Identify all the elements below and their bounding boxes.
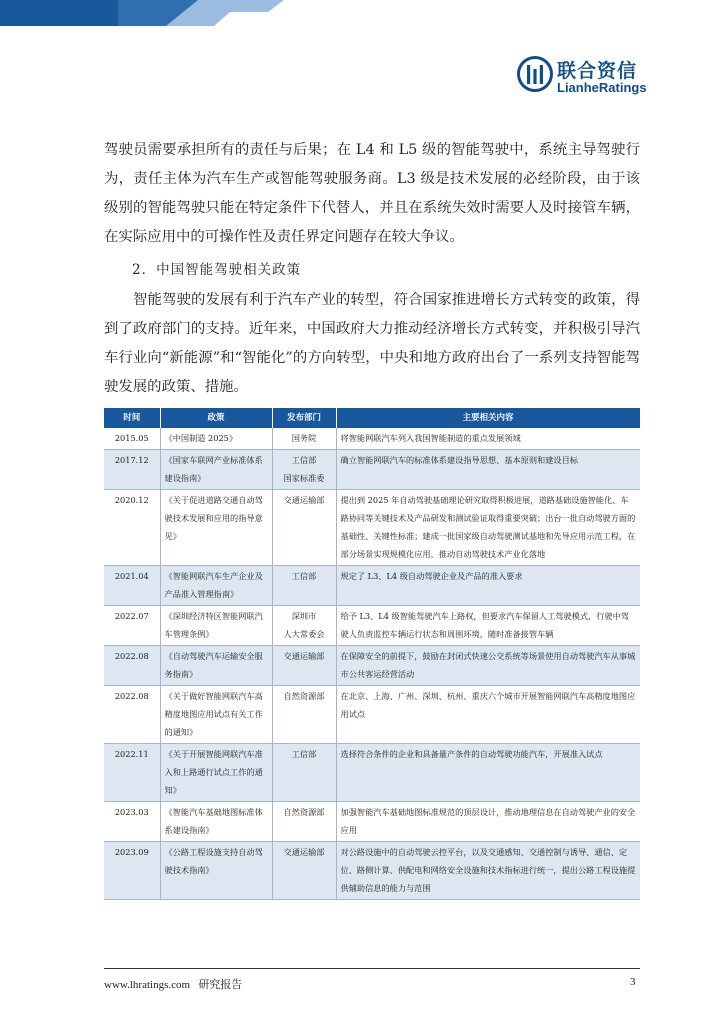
cell-policy: 《自动驾驶汽车运输安全服务指南》	[160, 646, 272, 686]
logo-chinese-name: 联合资信	[557, 60, 638, 82]
cell-policy: 《关于做好智能网联汽车高精度地图应用试点有关工作的通知》	[160, 686, 272, 744]
cell-content: 给予 L3、L4 级智能驾驶汽车上路权，但要求汽车保留人工驾驶模式，行驶中驾驶人负责监控车辆运行状态和周围环境，随时准备接管车辆	[336, 606, 640, 646]
footer-url[interactable]: www.lhratings.com	[104, 979, 191, 991]
company-logo	[517, 56, 657, 96]
header-department: 发布部门	[272, 408, 336, 428]
cell-dept: 交通运输部	[272, 490, 336, 566]
table-row	[104, 646, 640, 686]
cell-policy: 《关于开展智能网联汽车准入和上路通行试点工作的通知》	[160, 744, 272, 802]
cell-policy: 《关于促进道路交通自动驾驶技术发展和应用的指导意见》	[160, 490, 272, 566]
cell-policy: 《国家车联网产业标准体系建设指南》	[160, 450, 272, 490]
cell-policy: 《智能汽车基础地图标准体系建设指南》	[160, 802, 272, 842]
cell-content: 规定了 L3、L4 级自动驾驶企业及产品的准入要求	[336, 566, 640, 606]
cell-dept: 深圳市 人大常委会	[272, 606, 336, 646]
header-decoration	[0, 0, 300, 26]
footer-source	[104, 976, 242, 992]
cell-policy: 《智能网联汽车生产企业及产品准入管理指南》	[160, 566, 272, 606]
body-paragraph-2: 智能驾驶的发展有利于汽车产业的转型，符合国家推进增长方式转变的政策，得到了政府部门的支持。近年来，中国政府大力推动经济增长方式转变，并积极引导汽车行业向“新能源”和“智能化”的方向转型，中央和地方政府出台了一系列支持智能驾驶发展的政策、措施。	[104, 292, 640, 395]
table-row	[104, 606, 640, 646]
cell-content: 选择符合条件的企业和具备量产条件的自动驾驶功能汽车，开展准入试点	[336, 744, 640, 802]
table-row	[104, 802, 640, 842]
cell-content: 提出到 2025 年自动驾驶基础理论研究取得积极进展，道路基础设施智能化、车路协同等关键技术及产品研发和测试验证取得重要突破；出台一批自动驾驶方面的基础性、关键性标准；建成一批国家级自动驾驶测试基地和先导应用示范工程，在部分场景实现规模化应用，推动自动驾驶技术产业化落地	[336, 490, 640, 566]
cell-content: 在保障安全的前提下，鼓励在封闭式快速公交系统等场景使用自动驾驶汽车从事城市公共客运经营活动	[336, 646, 640, 686]
table-row	[104, 490, 640, 566]
cell-content: 对公路设施中的自动驾驶云控平台，以及交通感知、交通控制与诱导、通信、定位、路侧计算、供配电和网络安全设施和技术指标进行统一，提出公路工程设施提供辅助信息的能力与范围	[336, 842, 640, 900]
table-row	[104, 450, 640, 490]
cell-content: 加强智能汽车基础地图标准规范的顶层设计，推动地理信息在自动驾驶产业的安全应用	[336, 802, 640, 842]
cell-dept: 工信部	[272, 744, 336, 802]
logo-english-name: LianheRatings	[557, 80, 647, 95]
body-paragraph-1: 驾驶员需要承担所有的责任与后果；在 L4 和 L5 级的智能驾驶中，系统主导驾驶行为，责任主体为汽车生产或智能驾驶服务商。L3 级是技术发展的必经阶段，由于该级别的智能驾驶只能在特定条件下代替人，并且在系统失效时需要人及时接管车辆，在实际应用中的可操作性及责任界定问题存在较大争议。	[104, 142, 640, 245]
table-header-row	[104, 408, 640, 428]
cell-date: 2020.12	[104, 490, 160, 566]
cell-content: 确立智能网联汽车的标准体系建设指导思想、基本原则和建设目标	[336, 450, 640, 490]
cell-policy: 《深圳经济特区智能网联汽车管理条例》	[160, 606, 272, 646]
cell-dept: 工信部	[272, 566, 336, 606]
table-row	[104, 744, 640, 802]
table-row	[104, 428, 640, 450]
header-content: 主要相关内容	[336, 408, 640, 428]
cell-content: 将智能网联汽车列入我国智能制造的重点发展领域	[336, 428, 640, 450]
cell-date: 2022.11	[104, 744, 160, 802]
cell-date: 2022.08	[104, 686, 160, 744]
cell-date: 2017.12	[104, 450, 160, 490]
cell-dept: 自然资源部	[272, 802, 336, 842]
cell-date: 2015.05	[104, 428, 160, 450]
footer-divider	[104, 968, 640, 969]
cell-dept: 国务院	[272, 428, 336, 450]
cell-date: 2023.03	[104, 802, 160, 842]
cell-date: 2021.04	[104, 566, 160, 606]
table-row	[104, 842, 640, 900]
cell-dept: 交通运输部	[272, 646, 336, 686]
cell-policy: 《中国制造 2025》	[160, 428, 272, 450]
cell-content: 在北京、上海、广州、深圳、杭州、重庆六个城市开展智能网联汽车高精度地图应用试点	[336, 686, 640, 744]
cell-date: 2022.08	[104, 646, 160, 686]
page-number: 3	[630, 976, 636, 988]
header-date: 时间	[104, 408, 160, 428]
footer-label: 研究报告	[198, 979, 243, 991]
cell-date: 2022.07	[104, 606, 160, 646]
cell-date: 2023.09	[104, 842, 160, 900]
policy-table	[104, 408, 641, 900]
table-row	[104, 686, 640, 744]
cell-dept: 自然资源部	[272, 686, 336, 744]
cell-policy: 《公路工程设施支持自动驾驶技术指南》	[160, 842, 272, 900]
section-heading: 2．中国智能驾驶相关政策	[132, 262, 302, 278]
lianhe-logo-icon	[517, 56, 553, 92]
cell-dept: 交通运输部	[272, 842, 336, 900]
header-policy: 政策	[160, 408, 272, 428]
table-row	[104, 566, 640, 606]
cell-dept: 工信部 国家标准委	[272, 450, 336, 490]
